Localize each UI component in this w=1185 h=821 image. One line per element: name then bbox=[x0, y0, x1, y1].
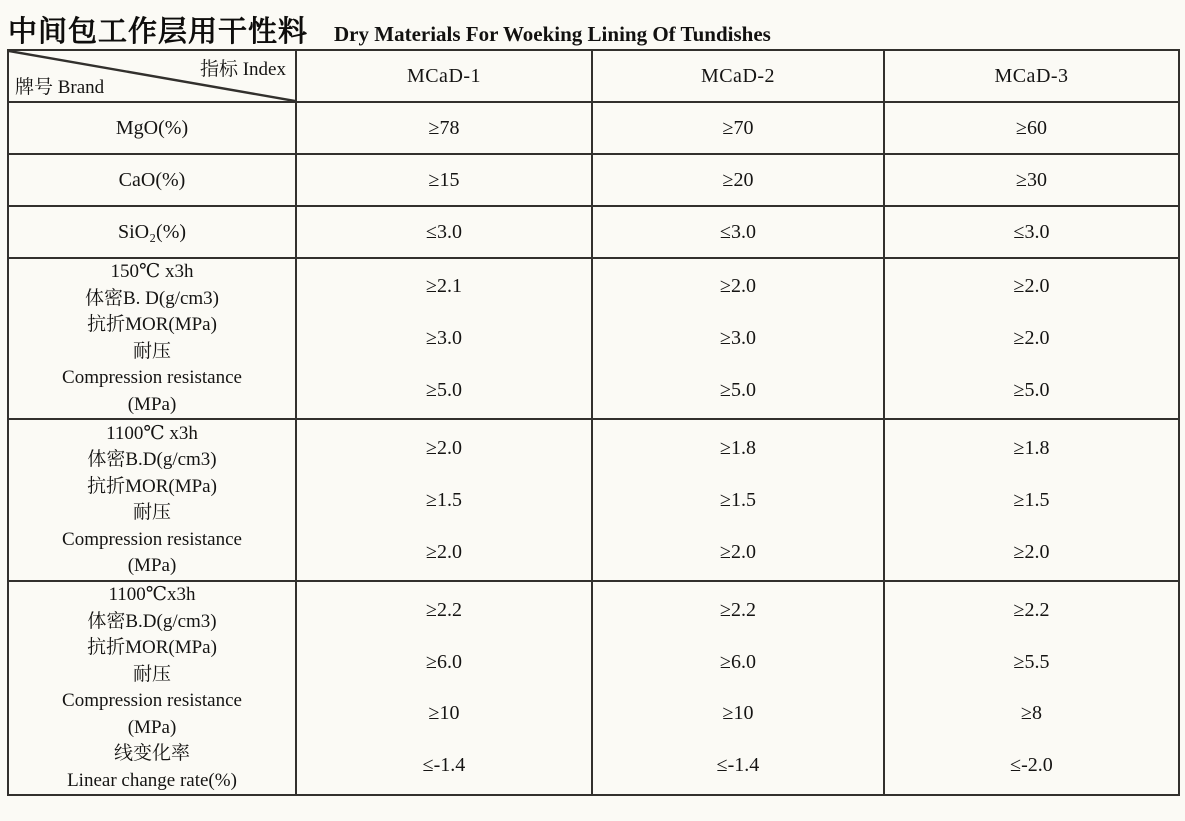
cell-value: ≥30 bbox=[884, 154, 1179, 206]
cell-value-group bbox=[296, 258, 592, 419]
cell-value: ≥6.0 bbox=[720, 650, 756, 673]
cell-value-group bbox=[296, 581, 592, 795]
title-english: Dry Materials For Woeking Lining Of Tundishes bbox=[334, 22, 771, 46]
column-header-mcad3: MCaD-3 bbox=[884, 50, 1179, 102]
spec-table bbox=[7, 49, 1180, 796]
cell-value: ≤3.0 bbox=[592, 206, 884, 258]
cell-value: ≥2.1 bbox=[426, 275, 462, 297]
cell-value: ≥2.0 bbox=[1013, 327, 1050, 349]
corner-index-label: 指标 Index bbox=[199, 59, 286, 80]
table-row-mgo bbox=[8, 102, 1179, 154]
cell-value-group bbox=[296, 419, 592, 581]
cell-value-group bbox=[884, 258, 1179, 419]
cell-value: ≥2.0 bbox=[720, 275, 756, 297]
cell-value: ≥1.8 bbox=[720, 436, 756, 459]
cell-value: ≥8 bbox=[1021, 702, 1042, 725]
row-label: CaO(%) bbox=[8, 154, 296, 206]
cell-value: ≥1.5 bbox=[426, 488, 462, 511]
table-row-1100c-linear-block bbox=[8, 581, 1179, 795]
row-label-block: 1100℃x3h 体密B.D(g/cm3) 抗折MOR(MPa) 耐压 Compression resistance (MPa) 线变化率 Linear change rate(%) bbox=[8, 581, 296, 795]
cell-value: ≥2.2 bbox=[720, 599, 756, 622]
cell-value: ≥1.8 bbox=[1013, 436, 1050, 459]
cell-value: ≥10 bbox=[722, 702, 754, 725]
cell-value: ≥5.0 bbox=[1013, 379, 1050, 401]
corner-header-cell bbox=[8, 50, 296, 102]
cell-value: ≥2.2 bbox=[426, 599, 462, 622]
cell-value: ≤3.0 bbox=[296, 206, 592, 258]
table-row-sio2 bbox=[8, 206, 1179, 258]
cell-value: ≥1.5 bbox=[1013, 488, 1050, 511]
row-label-block: 1100℃ x3h 体密B.D(g/cm3) 抗折MOR(MPa) 耐压 Compression resistance (MPa) bbox=[8, 419, 296, 581]
column-header-mcad2: MCaD-2 bbox=[592, 50, 884, 102]
cell-value: ≥6.0 bbox=[426, 650, 462, 673]
cell-value: ≥60 bbox=[884, 102, 1179, 154]
cell-value: ≥15 bbox=[296, 154, 592, 206]
cell-value: ≤-2.0 bbox=[1010, 753, 1053, 776]
cell-value: ≤3.0 bbox=[884, 206, 1179, 258]
table-row-150c-block bbox=[8, 258, 1179, 419]
cell-value: ≥2.0 bbox=[720, 540, 756, 563]
row-label-block: 150℃ x3h 体密B. D(g/cm3) 抗折MOR(MPa) 耐压 Compression resistance (MPa) bbox=[8, 258, 296, 419]
cell-value: ≥3.0 bbox=[426, 327, 462, 349]
cell-value-group bbox=[592, 258, 884, 419]
cell-value: ≤-1.4 bbox=[422, 753, 466, 776]
table-row-cao bbox=[8, 154, 1179, 206]
cell-value: ≥10 bbox=[428, 702, 460, 725]
cell-value: ≥5.0 bbox=[720, 379, 756, 401]
cell-value-group bbox=[884, 419, 1179, 581]
title-chinese: 中间包工作层用干性料 bbox=[8, 14, 309, 48]
cell-value: ≥70 bbox=[592, 102, 884, 154]
table-row-1100c-block bbox=[8, 419, 1179, 581]
cell-value: ≥5.0 bbox=[426, 379, 462, 401]
document-title bbox=[0, 0, 1185, 49]
cell-value: ≥2.0 bbox=[426, 540, 462, 563]
cell-value: ≥3.0 bbox=[720, 327, 756, 349]
cell-value: ≥2.0 bbox=[1013, 275, 1050, 297]
cell-value: ≤-1.4 bbox=[716, 753, 760, 776]
cell-value-group bbox=[592, 419, 884, 581]
column-header-mcad1: MCaD-1 bbox=[296, 50, 592, 102]
table-header-row bbox=[8, 50, 1179, 102]
cell-value: ≥1.5 bbox=[720, 488, 756, 511]
cell-value: ≥20 bbox=[592, 154, 884, 206]
cell-value-group bbox=[884, 581, 1179, 795]
cell-value: ≥5.5 bbox=[1013, 650, 1050, 673]
row-label: MgO(%) bbox=[8, 102, 296, 154]
corner-brand-label: 牌号 Brand bbox=[15, 77, 105, 98]
cell-value: ≥2.0 bbox=[1013, 540, 1050, 563]
cell-value-group bbox=[592, 581, 884, 795]
cell-value: ≥78 bbox=[296, 102, 592, 154]
cell-value: ≥2.2 bbox=[1013, 599, 1050, 622]
cell-value: ≥2.0 bbox=[426, 436, 462, 459]
row-label: SiO₂(%) bbox=[8, 206, 296, 258]
